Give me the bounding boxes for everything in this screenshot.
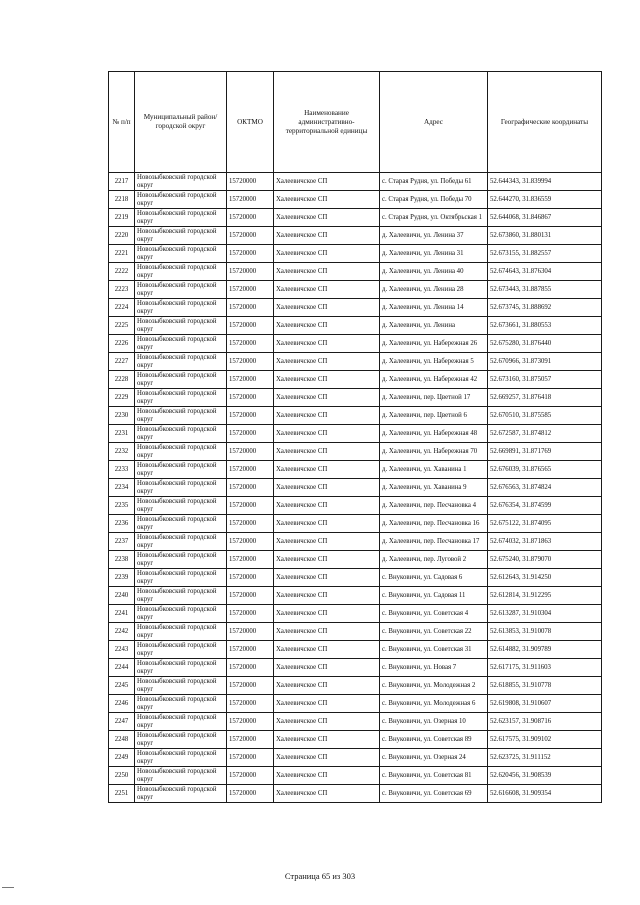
- cell-municipality: Новозыбковский городской округ: [135, 407, 227, 425]
- cell-address: д. Халеевичи, пер. Песчановка 16: [380, 515, 488, 533]
- cell-oktmo: 15720000: [227, 731, 274, 749]
- cell-coords: 52.670966, 31.873091: [488, 353, 602, 371]
- cell-municipality: Новозыбковский городской округ: [135, 587, 227, 605]
- cell-unit: Халеевичское СП: [274, 677, 380, 695]
- table-row: [109, 299, 602, 317]
- header-num: № п/п: [109, 72, 135, 173]
- cell-coords: 52.673745, 31.888692: [488, 299, 602, 317]
- cell-unit: Халеевичское СП: [274, 623, 380, 641]
- cell-oktmo: 15720000: [227, 317, 274, 335]
- cell-municipality: Новозыбковский городской округ: [135, 659, 227, 677]
- cell-num: 2236: [109, 515, 135, 533]
- table-row: [109, 173, 602, 191]
- cell-coords: 52.675122, 31.874095: [488, 515, 602, 533]
- cell-oktmo: 15720000: [227, 695, 274, 713]
- cell-oktmo: 15720000: [227, 281, 274, 299]
- cell-coords: 52.672587, 31.874812: [488, 425, 602, 443]
- cell-coords: 52.669257, 31.876418: [488, 389, 602, 407]
- cell-unit: Халеевичское СП: [274, 461, 380, 479]
- table-row: [109, 605, 602, 623]
- cell-oktmo: 15720000: [227, 767, 274, 785]
- cell-oktmo: 15720000: [227, 569, 274, 587]
- cell-coords: 52.674032, 31.871863: [488, 533, 602, 551]
- header-unit: Наименование административно-территориальной единицы: [274, 72, 380, 173]
- cell-coords: 52.644270, 31.836559: [488, 191, 602, 209]
- cell-municipality: Новозыбковский городской округ: [135, 245, 227, 263]
- cell-address: с. Внуковичи, ул. Молодежная 6: [380, 695, 488, 713]
- cell-num: 2231: [109, 425, 135, 443]
- cell-oktmo: 15720000: [227, 659, 274, 677]
- cell-num: 2250: [109, 767, 135, 785]
- cell-address: д. Халеевичи, ул. Ленина 40: [380, 263, 488, 281]
- cell-oktmo: 15720000: [227, 587, 274, 605]
- cell-municipality: Новозыбковский городской округ: [135, 749, 227, 767]
- cell-num: 2229: [109, 389, 135, 407]
- table-row: [109, 713, 602, 731]
- cell-unit: Халеевичское СП: [274, 299, 380, 317]
- cell-unit: Халеевичское СП: [274, 173, 380, 191]
- cell-unit: Халеевичское СП: [274, 515, 380, 533]
- cell-coords: 52.669891, 31.871769: [488, 443, 602, 461]
- cell-coords: 52.619808, 31.910607: [488, 695, 602, 713]
- locations-table: [108, 71, 602, 803]
- cell-address: с. Внуковичи, ул. Молодежная 2: [380, 677, 488, 695]
- cell-municipality: Новозыбковский городской округ: [135, 263, 227, 281]
- table-row: [109, 191, 602, 209]
- table-row: [109, 227, 602, 245]
- cell-coords: 52.623157, 31.908716: [488, 713, 602, 731]
- cell-num: 2238: [109, 551, 135, 569]
- cell-address: с. Старая Рудня, ул. Победы 70: [380, 191, 488, 209]
- cell-oktmo: 15720000: [227, 407, 274, 425]
- cell-oktmo: 15720000: [227, 713, 274, 731]
- scan-artifact: [2, 887, 14, 888]
- cell-coords: 52.618855, 31.910778: [488, 677, 602, 695]
- cell-coords: 52.620456, 31.908539: [488, 767, 602, 785]
- table-row: [109, 479, 602, 497]
- cell-municipality: Новозыбковский городской округ: [135, 785, 227, 803]
- table-row: [109, 695, 602, 713]
- cell-num: 2233: [109, 461, 135, 479]
- cell-coords: 52.612814, 31.912295: [488, 587, 602, 605]
- cell-address: с. Старая Рудня, ул. Победы 61: [380, 173, 488, 191]
- table-row: [109, 497, 602, 515]
- cell-address: д. Халеевичи, ул. Набережная 42: [380, 371, 488, 389]
- cell-address: с. Внуковичи, ул. Советская 81: [380, 767, 488, 785]
- cell-municipality: Новозыбковский городской округ: [135, 173, 227, 191]
- cell-num: 2234: [109, 479, 135, 497]
- cell-address: с. Внуковичи, ул. Советская 31: [380, 641, 488, 659]
- cell-oktmo: 15720000: [227, 623, 274, 641]
- table-row: [109, 641, 602, 659]
- cell-unit: Халеевичское СП: [274, 641, 380, 659]
- cell-oktmo: 15720000: [227, 173, 274, 191]
- cell-unit: Халеевичское СП: [274, 767, 380, 785]
- cell-num: 2232: [109, 443, 135, 461]
- cell-address: д. Халеевичи, ул. Ленина 31: [380, 245, 488, 263]
- cell-unit: Халеевичское СП: [274, 245, 380, 263]
- cell-coords: 52.613287, 31.910304: [488, 605, 602, 623]
- cell-num: 2224: [109, 299, 135, 317]
- cell-address: с. Внуковичи, ул. Советская 69: [380, 785, 488, 803]
- cell-coords: 52.616608, 31.909354: [488, 785, 602, 803]
- cell-unit: Халеевичское СП: [274, 749, 380, 767]
- cell-municipality: Новозыбковский городской округ: [135, 515, 227, 533]
- cell-coords: 52.617175, 31.911603: [488, 659, 602, 677]
- cell-municipality: Новозыбковский городской округ: [135, 389, 227, 407]
- cell-unit: Халеевичское СП: [274, 281, 380, 299]
- cell-num: 2222: [109, 263, 135, 281]
- cell-coords: 52.674643, 31.876304: [488, 263, 602, 281]
- cell-municipality: Новозыбковский городской округ: [135, 731, 227, 749]
- table-row: [109, 245, 602, 263]
- cell-unit: Халеевичское СП: [274, 479, 380, 497]
- cell-num: 2228: [109, 371, 135, 389]
- cell-municipality: Новозыбковский городской округ: [135, 695, 227, 713]
- cell-address: д. Халеевичи, ул. Ленина: [380, 317, 488, 335]
- cell-unit: Халеевичское СП: [274, 731, 380, 749]
- cell-unit: Халеевичское СП: [274, 497, 380, 515]
- cell-num: 2230: [109, 407, 135, 425]
- cell-coords: 52.614882, 31.909789: [488, 641, 602, 659]
- cell-num: 2240: [109, 587, 135, 605]
- cell-oktmo: 15720000: [227, 749, 274, 767]
- table-row: [109, 677, 602, 695]
- cell-oktmo: 15720000: [227, 335, 274, 353]
- table-row: [109, 587, 602, 605]
- cell-oktmo: 15720000: [227, 245, 274, 263]
- cell-municipality: Новозыбковский городской округ: [135, 227, 227, 245]
- table-row: [109, 533, 602, 551]
- cell-municipality: Новозыбковский городской округ: [135, 371, 227, 389]
- cell-unit: Халеевичское СП: [274, 695, 380, 713]
- cell-municipality: Новозыбковский городской округ: [135, 317, 227, 335]
- table-row: [109, 389, 602, 407]
- cell-address: с. Внуковичи, ул. Садовая 6: [380, 569, 488, 587]
- cell-unit: Халеевичское СП: [274, 713, 380, 731]
- cell-num: 2218: [109, 191, 135, 209]
- cell-municipality: Новозыбковский городской округ: [135, 209, 227, 227]
- cell-municipality: Новозыбковский городской округ: [135, 425, 227, 443]
- cell-municipality: Новозыбковский городской округ: [135, 623, 227, 641]
- cell-num: 2219: [109, 209, 135, 227]
- cell-coords: 52.676039, 31.876565: [488, 461, 602, 479]
- cell-address: д. Халеевичи, ул. Набережная 70: [380, 443, 488, 461]
- header-row: [109, 72, 602, 173]
- cell-unit: Халеевичское СП: [274, 209, 380, 227]
- cell-num: 2235: [109, 497, 135, 515]
- header-coords: Географические координаты: [488, 72, 602, 173]
- cell-unit: Халеевичское СП: [274, 227, 380, 245]
- cell-num: 2244: [109, 659, 135, 677]
- cell-num: 2217: [109, 173, 135, 191]
- cell-num: 2248: [109, 731, 135, 749]
- table-row: [109, 461, 602, 479]
- cell-address: с. Внуковичи, ул. Советская 89: [380, 731, 488, 749]
- cell-coords: 52.613853, 31.910078: [488, 623, 602, 641]
- cell-address: с. Внуковичи, ул. Озерная 10: [380, 713, 488, 731]
- cell-oktmo: 15720000: [227, 605, 274, 623]
- cell-unit: Халеевичское СП: [274, 389, 380, 407]
- table-row: [109, 515, 602, 533]
- cell-address: с. Внуковичи, ул. Новая 7: [380, 659, 488, 677]
- table-row: [109, 749, 602, 767]
- cell-unit: Халеевичское СП: [274, 605, 380, 623]
- cell-municipality: Новозыбковский городской округ: [135, 497, 227, 515]
- cell-num: 2221: [109, 245, 135, 263]
- cell-address: д. Халеевичи, ул. Ленина 28: [380, 281, 488, 299]
- cell-address: д. Халеевичи, ул. Ленина 37: [380, 227, 488, 245]
- cell-municipality: Новозыбковский городской округ: [135, 605, 227, 623]
- cell-coords: 52.644343, 31.839994: [488, 173, 602, 191]
- table-row: [109, 371, 602, 389]
- header-oktmo: ОКТМО: [227, 72, 274, 173]
- cell-unit: Халеевичское СП: [274, 263, 380, 281]
- cell-municipality: Новозыбковский городской округ: [135, 767, 227, 785]
- cell-oktmo: 15720000: [227, 371, 274, 389]
- cell-municipality: Новозыбковский городской округ: [135, 713, 227, 731]
- cell-address: д. Халеевичи, пер. Луговой 2: [380, 551, 488, 569]
- table-body: [109, 173, 602, 803]
- cell-municipality: Новозыбковский городской округ: [135, 677, 227, 695]
- cell-num: 2247: [109, 713, 135, 731]
- cell-unit: Халеевичское СП: [274, 317, 380, 335]
- cell-address: с. Внуковичи, ул. Садовая 11: [380, 587, 488, 605]
- cell-num: 2237: [109, 533, 135, 551]
- cell-municipality: Новозыбковский городской округ: [135, 461, 227, 479]
- table-row: [109, 263, 602, 281]
- table-row: [109, 659, 602, 677]
- cell-unit: Халеевичское СП: [274, 587, 380, 605]
- cell-num: 2249: [109, 749, 135, 767]
- cell-coords: 52.673860, 31.880131: [488, 227, 602, 245]
- table-row: [109, 353, 602, 371]
- cell-oktmo: 15720000: [227, 353, 274, 371]
- cell-municipality: Новозыбковский городской округ: [135, 353, 227, 371]
- cell-address: д. Халеевичи, ул. Хаванина 9: [380, 479, 488, 497]
- table-row: [109, 623, 602, 641]
- cell-coords: 52.673160, 31.875057: [488, 371, 602, 389]
- cell-oktmo: 15720000: [227, 461, 274, 479]
- table-row: [109, 785, 602, 803]
- cell-num: 2241: [109, 605, 135, 623]
- table-row: [109, 731, 602, 749]
- cell-oktmo: 15720000: [227, 785, 274, 803]
- cell-oktmo: 15720000: [227, 209, 274, 227]
- cell-oktmo: 15720000: [227, 425, 274, 443]
- cell-address: с. Старая Рудня, ул. Октябрьская 1: [380, 209, 488, 227]
- cell-num: 2227: [109, 353, 135, 371]
- cell-unit: Халеевичское СП: [274, 659, 380, 677]
- cell-num: 2251: [109, 785, 135, 803]
- cell-num: 2239: [109, 569, 135, 587]
- cell-num: 2220: [109, 227, 135, 245]
- cell-unit: Халеевичское СП: [274, 425, 380, 443]
- cell-address: д. Халеевичи, пер. Цветной 17: [380, 389, 488, 407]
- cell-oktmo: 15720000: [227, 389, 274, 407]
- cell-unit: Халеевичское СП: [274, 335, 380, 353]
- cell-num: 2242: [109, 623, 135, 641]
- cell-oktmo: 15720000: [227, 227, 274, 245]
- cell-coords: 52.644068, 31.846867: [488, 209, 602, 227]
- table-row: [109, 569, 602, 587]
- cell-municipality: Новозыбковский городской округ: [135, 191, 227, 209]
- cell-address: д. Халеевичи, пер. Песчановка 17: [380, 533, 488, 551]
- cell-coords: 52.676563, 31.874824: [488, 479, 602, 497]
- cell-unit: Халеевичское СП: [274, 353, 380, 371]
- cell-unit: Халеевичское СП: [274, 785, 380, 803]
- cell-coords: 52.670510, 31.875585: [488, 407, 602, 425]
- cell-num: 2245: [109, 677, 135, 695]
- table-row: [109, 551, 602, 569]
- cell-unit: Халеевичское СП: [274, 371, 380, 389]
- table-row: [109, 209, 602, 227]
- table-row: [109, 281, 602, 299]
- table-row: [109, 335, 602, 353]
- cell-oktmo: 15720000: [227, 263, 274, 281]
- cell-unit: Халеевичское СП: [274, 443, 380, 461]
- cell-coords: 52.676354, 31.874599: [488, 497, 602, 515]
- cell-oktmo: 15720000: [227, 443, 274, 461]
- table-row: [109, 317, 602, 335]
- cell-num: 2246: [109, 695, 135, 713]
- cell-num: 2226: [109, 335, 135, 353]
- table-row: [109, 443, 602, 461]
- cell-oktmo: 15720000: [227, 515, 274, 533]
- cell-unit: Халеевичское СП: [274, 533, 380, 551]
- table-row: [109, 767, 602, 785]
- cell-num: 2243: [109, 641, 135, 659]
- cell-unit: Халеевичское СП: [274, 407, 380, 425]
- cell-address: д. Халеевичи, ул. Хаванина 1: [380, 461, 488, 479]
- cell-coords: 52.673661, 31.880553: [488, 317, 602, 335]
- cell-municipality: Новозыбковский городской округ: [135, 443, 227, 461]
- cell-oktmo: 15720000: [227, 497, 274, 515]
- cell-oktmo: 15720000: [227, 533, 274, 551]
- cell-address: д. Халеевичи, пер. Цветной 6: [380, 407, 488, 425]
- cell-municipality: Новозыбковский городской округ: [135, 335, 227, 353]
- cell-municipality: Новозыбковский городской округ: [135, 533, 227, 551]
- cell-oktmo: 15720000: [227, 677, 274, 695]
- header-municipality: Муниципальный район/городской округ: [135, 72, 227, 173]
- cell-unit: Халеевичское СП: [274, 569, 380, 587]
- cell-address: с. Внуковичи, ул. Советская 22: [380, 623, 488, 641]
- table-row: [109, 407, 602, 425]
- cell-municipality: Новозыбковский городской округ: [135, 299, 227, 317]
- cell-oktmo: 15720000: [227, 551, 274, 569]
- cell-oktmo: 15720000: [227, 299, 274, 317]
- cell-coords: 52.675280, 31.876440: [488, 335, 602, 353]
- cell-municipality: Новозыбковский городской округ: [135, 479, 227, 497]
- cell-municipality: Новозыбковский городской округ: [135, 551, 227, 569]
- cell-address: д. Халеевичи, пер. Песчановка 4: [380, 497, 488, 515]
- header-address: Адрес: [380, 72, 488, 173]
- cell-address: д. Халеевичи, ул. Ленина 14: [380, 299, 488, 317]
- cell-address: с. Внуковичи, ул. Озерная 24: [380, 749, 488, 767]
- cell-address: с. Внуковичи, ул. Советская 4: [380, 605, 488, 623]
- cell-coords: 52.617575, 31.909102: [488, 731, 602, 749]
- page-number: Страница 65 из 303: [284, 871, 356, 881]
- cell-municipality: Новозыбковский городской округ: [135, 281, 227, 299]
- cell-num: 2225: [109, 317, 135, 335]
- cell-coords: 52.673443, 31.887855: [488, 281, 602, 299]
- cell-municipality: Новозыбковский городской округ: [135, 641, 227, 659]
- table-row: [109, 425, 602, 443]
- cell-coords: 52.673155, 31.882557: [488, 245, 602, 263]
- cell-oktmo: 15720000: [227, 641, 274, 659]
- cell-unit: Халеевичское СП: [274, 191, 380, 209]
- cell-address: д. Халеевичи, ул. Набережная 48: [380, 425, 488, 443]
- cell-num: 2223: [109, 281, 135, 299]
- cell-address: д. Халеевичи, ул. Набережная 5: [380, 353, 488, 371]
- cell-oktmo: 15720000: [227, 479, 274, 497]
- cell-coords: 52.623725, 31.911152: [488, 749, 602, 767]
- table-header: [109, 72, 602, 173]
- cell-coords: 52.675240, 31.879070: [488, 551, 602, 569]
- cell-unit: Халеевичское СП: [274, 551, 380, 569]
- cell-address: д. Халеевичи, ул. Набережная 26: [380, 335, 488, 353]
- cell-coords: 52.612643, 31.914250: [488, 569, 602, 587]
- cell-municipality: Новозыбковский городской округ: [135, 569, 227, 587]
- cell-oktmo: 15720000: [227, 191, 274, 209]
